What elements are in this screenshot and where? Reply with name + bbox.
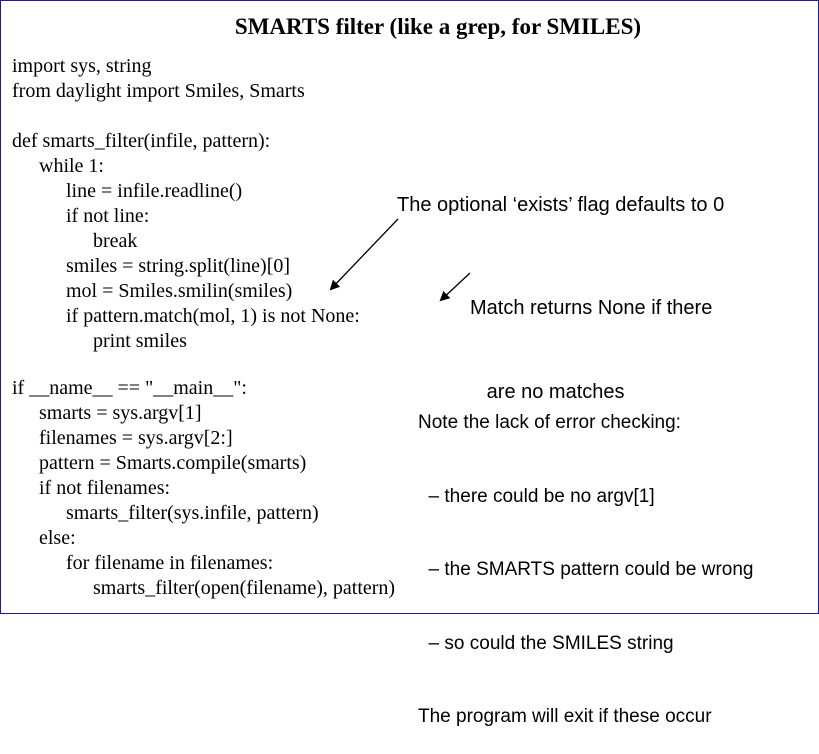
code-line: def smarts_filter(infile, pattern): (12, 130, 271, 152)
code-line: while 1: (39, 155, 104, 177)
code-line: smarts_filter(sys.infile, pattern) (66, 502, 319, 524)
code-line: if not line: (66, 205, 150, 227)
code-line: smiles = string.split(line)[0] (66, 255, 291, 277)
code-line: mol = Smiles.smilin(smiles) (66, 280, 293, 302)
code-line: filenames = sys.argv[2:] (39, 427, 233, 449)
code-line: if not filenames: (39, 477, 171, 499)
code-line: for filename in filenames: (66, 552, 274, 574)
code-line: print smiles (93, 330, 187, 352)
code-line: smarts = sys.argv[1] (39, 402, 202, 424)
annotation-exists-flag: The optional ‘exists’ flag defaults to 0 (397, 194, 725, 216)
error-note-heading: Note the lack of error checking: (418, 412, 681, 433)
code-line: if pattern.match(mol, 1) is not None: (66, 305, 360, 327)
arrow-to-match-flag (331, 219, 398, 289)
code-line: from daylight import Smiles, Smarts (12, 80, 305, 102)
arrow-to-is-not-none (441, 273, 470, 300)
error-note-footer: The program will exit if these occur (418, 706, 712, 727)
error-note-item: – there could be no argv[1] (418, 485, 655, 507)
code-line: import sys, string (12, 55, 152, 77)
error-note-item: – the SMARTS pattern could be wrong (418, 559, 754, 580)
annotation-match-line2: are no matches (470, 381, 625, 403)
code-line: break (93, 230, 138, 252)
code-line: else: (39, 527, 76, 549)
code-line: smarts_filter(open(filename), pattern) (93, 577, 396, 599)
code-line: pattern = Smarts.compile(smarts) (39, 452, 307, 474)
annotation-match-line1: Match returns None if there (470, 297, 713, 319)
error-note-item: – so could the SMILES string (418, 632, 674, 654)
code-line: line = infile.readline() (66, 180, 243, 202)
slide-title: SMARTS filter (like a grep, for SMILES) (234, 14, 642, 39)
code-line: if __name__ == "__main__": (12, 377, 247, 399)
